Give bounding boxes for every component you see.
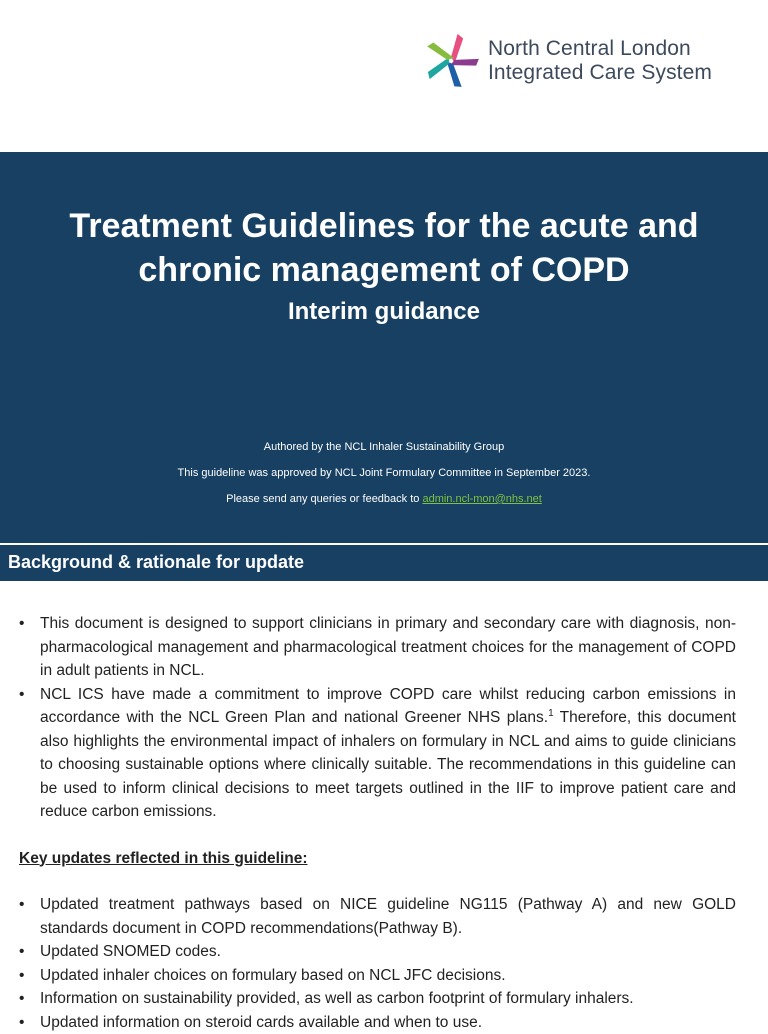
- main-content: [0, 612, 768, 1034]
- list-item: • This document is designed to support clinicians in primary and secondary care with diagnosis, non-pharmacological management and pharmacological treatment choices for the management of COPD in adult patients in NCL.: [0, 612, 768, 683]
- logo-line-1: North Central London: [488, 37, 712, 61]
- list-item: • Information on sustainability provided, as well as carbon footprint of formulary inhalers.: [0, 987, 768, 1011]
- title-line-1: Treatment Guidelines for the acute and: [0, 204, 768, 248]
- authored-by: Authored by the NCL Inhaler Sustainability Group: [0, 434, 768, 460]
- list-item: • Updated inhaler choices on formulary based on NCL JFC decisions.: [0, 964, 768, 988]
- list-item: • Updated information on steroid cards available and when to use.: [0, 1011, 768, 1034]
- document-meta: [0, 434, 768, 512]
- list-item: [0, 683, 768, 824]
- key-updates-list: [0, 893, 768, 1034]
- logo-petal: [451, 34, 463, 63]
- star-logo-icon: [421, 30, 481, 92]
- logo-text: [488, 37, 712, 85]
- footnote-ref: 1: [548, 708, 554, 719]
- background-list: [0, 612, 768, 824]
- logo-petal: [425, 41, 456, 62]
- feedback-prefix: Please send any queries or feedback to: [226, 493, 422, 505]
- section-header-background: [0, 545, 768, 581]
- list-item: • Updated treatment pathways based on NICE guideline NG115 (Pathway A) and new GOLD standards document in COPD recommendations(Pathway B).: [0, 893, 768, 940]
- document-subtitle: Interim guidance: [0, 298, 768, 326]
- feedback-line: [0, 486, 768, 512]
- section-heading: Background & rationale for update: [8, 552, 304, 573]
- list-item: • Updated SNOMED codes.: [0, 940, 768, 964]
- ncl-ics-logo: [421, 30, 712, 92]
- approval-note: This guideline was approved by NCL Joint Formulary Committee in September 2023.: [0, 460, 768, 486]
- document-title: [0, 204, 768, 292]
- feedback-email-link[interactable]: admin.ncl-mon@nhs.net: [422, 493, 541, 505]
- title-line-2: chronic management of COPD: [0, 248, 768, 292]
- bullet-text: Therefore, this document also highlights the environmental impact of inhalers on formulary in NCL and aims to guide clinicians to choosing sustainable options where clinically suitable. The recommendations in this guideline can be used to inform clinical decisions to meet targets outlined in the IIF to improve patient care and reduce carbon emissions.: [40, 709, 736, 820]
- title-banner: [0, 152, 768, 543]
- logo-line-2: Integrated Care System: [488, 61, 712, 85]
- bullet-text: NCL ICS have made a commitment to improve COPD care whilst reducing carbon emissions in accordance with the NCL Green Plan and national Greener NHS plans.: [40, 686, 736, 727]
- key-updates-heading: Key updates reflected in this guideline:: [19, 847, 768, 871]
